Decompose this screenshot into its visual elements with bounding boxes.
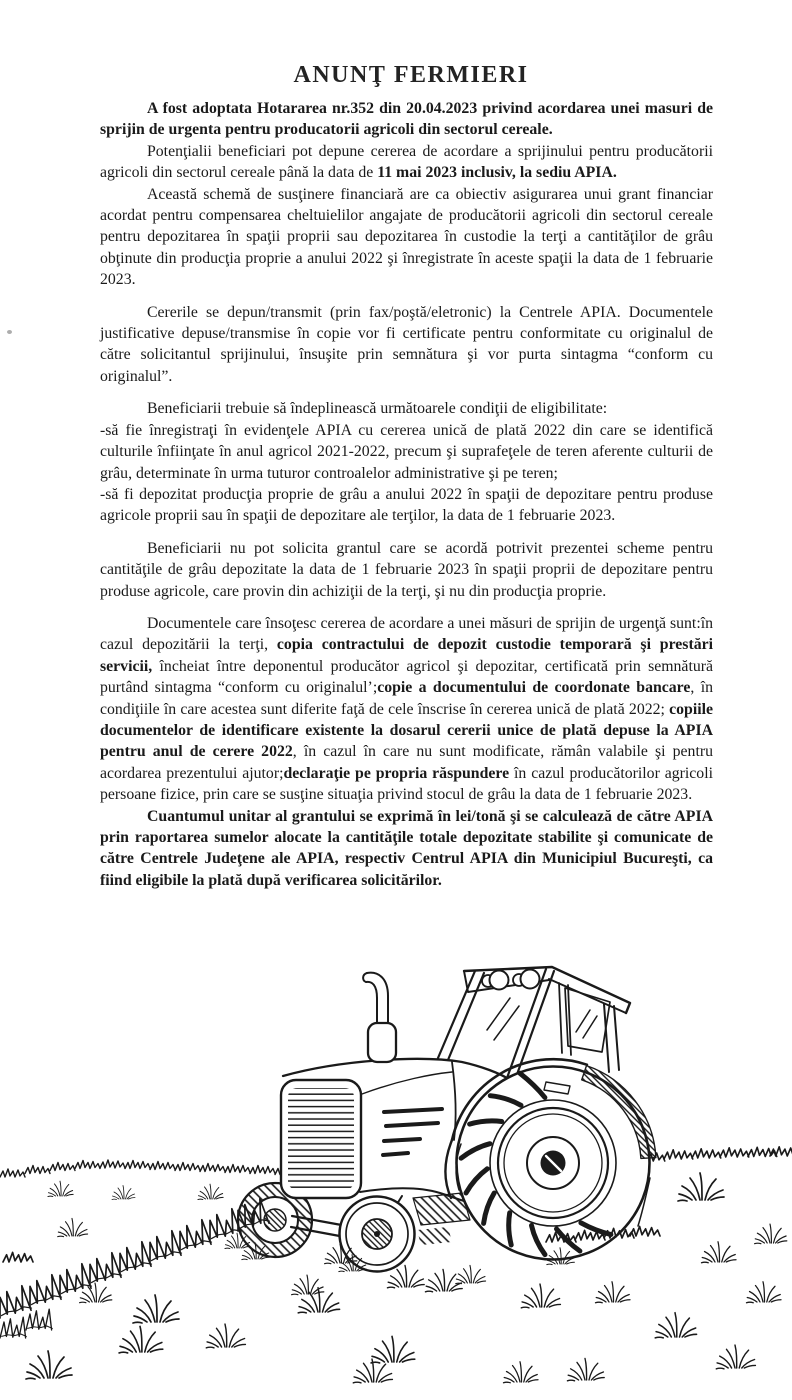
paragraph <box>100 806 713 892</box>
bold-text-run: copie a documentului de coordonate bancare <box>377 679 691 697</box>
headlight-icon <box>490 971 509 990</box>
paragraph <box>100 613 713 806</box>
text-run: -să fie înregistraţi în evidenţele APIA cu cererea unică de plată 2022 din care se identifică culturile înfiinţate în anul agricol 2021-2022, precum şi suprafeţele de teren aferente culturii de grâu, determinate în urma tuturor controalelor administrative şi pe teren; <box>100 421 713 482</box>
text-run: , în condiţiile în care acestea sunt diferite faţă de cele înscrise în cererea unică de plată 2022; <box>100 679 713 718</box>
paragraph <box>100 98 713 141</box>
tractor-exhaust <box>363 973 396 1062</box>
bold-text-run: copiile documentelor de identificare existente la dosarul cererii unice de plată depuse la APIA pentru anul de cerere 2022 <box>100 700 713 761</box>
ground-shadow <box>413 1193 470 1245</box>
paragraph <box>100 184 713 291</box>
bold-text-run: declaraţie pe propria răspundere <box>283 764 510 782</box>
tractor-illustration <box>0 935 792 1400</box>
bold-text-run: Cuantumul unitar al grantului se exprimă în lei/tonă şi se calculează de către APIA prin raportarea sumelor alocate la cantităţile totale depozitate stabilite şi comunicate de către Centrele Judeţene ale APIA, respectiv Centrul APIA din Municipiul Bucureşti, ca fiind eligibile la plată după verificarea solicitărilor. <box>100 807 713 889</box>
text-run: Beneficiarii trebuie să îndeplinească următoarele condiţii de eligibilitate: <box>147 400 608 418</box>
document-body <box>100 98 713 891</box>
tractor-front-wheel <box>340 1197 415 1272</box>
text-run: Beneficiarii nu pot solicita grantul care se acordă potrivit prezentei scheme pentru cantităţile de grâu depozitate la data de 1 februarie 2023 în spaţii proprii de depozitare pentru produse agricole, care provin din achiziţii de la terţi, şi nu din producţia proprie. <box>100 539 713 600</box>
paragraph <box>100 538 713 602</box>
text-run: în cazul producătorilor agricoli persoane fizice, prin care se susţine situaţia privind stocul de grâu la data de 1 februarie 2023. <box>100 764 713 804</box>
tractor-grille <box>281 1080 361 1198</box>
page-title: ANUNŢ FERMIERI <box>293 62 529 89</box>
paragraph <box>100 302 713 388</box>
text-run: Cererile se depun/transmit (prin fax/poştă/eletronic) la Centrele APIA. Documentele justificative depuse/transmise în copie vor fi certificate pentru conformitate cu originalul de către solicitantul sprijinului, însuşite prin semnătura şi vor purta sintagma “conform cu originalul”. <box>100 303 713 385</box>
text-run: -să fi depozitat producţia proprie de grâu a anului 2022 în spaţii de depozitare pentru produse agricole proprii sau în spaţii de depozitare ale terţilor, la data de 1 februarie 2023. <box>100 485 713 525</box>
scan-speck <box>7 330 12 334</box>
text-run: , în cazul în care nu sunt modificate, rămân valabile şi pentru acordarea prezentului ajutor; <box>100 743 713 782</box>
bold-text-run: A fost adoptata Hotararea nr.352 din 20.04.2023 privind acordarea unei masuri de sprijin de urgenta pentru producatorii agricoli din sectorul cereale. <box>100 100 713 139</box>
tractor-drawing <box>238 967 656 1272</box>
text-run: încheiat între deponentul producător agricol şi depozitar, certificată prin semnătură purtând sintagma “conform cu originalul’; <box>100 657 713 697</box>
bold-text-run: 11 mai 2023 inclusiv, la sediu APIA. <box>377 164 617 182</box>
bold-text-run: copia contractului de depozit custodie temporară şi prestări servicii, <box>100 636 714 675</box>
text-run: Această schemă de susţinere financiară are ca obiectiv asigurarea unui grant financiar acordat pentru compensarea cheltuielilor angajate de producătorii agricoli din sectorul cereale pentru depozitarea în spaţii proprii sau depozitarea în custodie la terţi a cantităţilor de grâu obţinute din producţia proprie a anului 2022 şi înregistrate în aceste spaţii la data de 1 februarie 2023. <box>100 185 713 289</box>
paragraph <box>100 398 713 419</box>
headlight-icon <box>521 970 540 989</box>
paragraph <box>100 484 713 527</box>
paragraph <box>100 141 713 184</box>
paragraph <box>100 420 713 484</box>
text-run: Documentele care însoţesc cererea de acordare a unei măsuri de sprijin de urgenţă sunt:în cazul depozitării la terţi, <box>100 614 713 654</box>
text-run: Potenţialii beneficiari pot depune cererea de acordare a sprijinului pentru producătorii agricoli din sectorul cereale până la data de <box>100 142 713 182</box>
